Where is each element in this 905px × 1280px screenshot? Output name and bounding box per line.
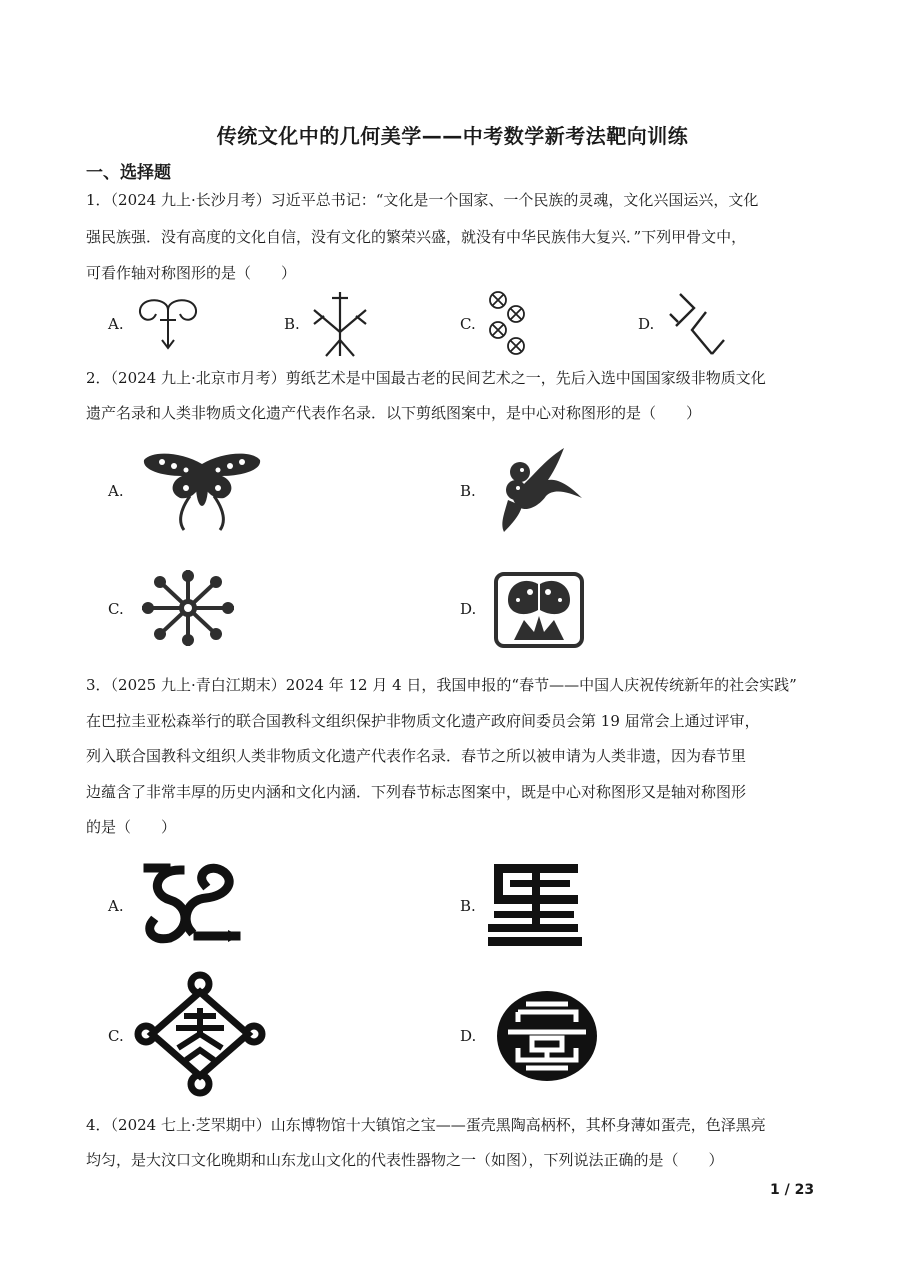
q2-option-d-label: D. <box>460 600 477 618</box>
oracle-glyph-b-icon <box>310 290 370 358</box>
q3-option-c-label: C. <box>108 1027 124 1045</box>
q3-line-4: 边蕴含了非常丰厚的历史内涵和文化内涵．下列春节标志图案中，既是中心对称图形又是轴对称图形 <box>86 783 747 801</box>
q4-line-2: 均匀，是大汶口文化晚期和山东龙山文化的代表性器物之一（如图），下列说法正确的是（ ） <box>86 1151 724 1169</box>
q1-line-1: 1．（2024 九上·长沙月考）习近平总书记：“文化是一个国家、一个民族的灵魂，文化兴国运兴，文化 <box>86 191 759 209</box>
butterfly-papercut-icon <box>142 450 262 532</box>
q1-option-d-label: D. <box>638 315 655 333</box>
q3-line-3: 列入联合国教科文组织人类非物质文化遗产代表作名录．春节之所以被申请为人类非遗，因为春节里 <box>86 747 747 765</box>
q1-option-b-label: B. <box>284 315 300 333</box>
spring-logo-b-icon <box>488 864 582 946</box>
oracle-glyph-a-icon <box>136 296 200 352</box>
q3-line-5: 的是（ ） <box>86 818 177 836</box>
section-heading: 一、选择题 <box>86 163 171 183</box>
q2-option-c-label: C. <box>108 600 124 618</box>
q1-option-c-label: C. <box>460 315 476 333</box>
page-title: 传统文化中的几何美学——中考数学新考法靶向训练 <box>216 124 689 148</box>
q2-option-a-label: A. <box>108 482 124 500</box>
page-number: 1 / 23 <box>770 1182 815 1198</box>
q2-line-2: 遗产名录和人类非物质文化遗产代表作名录．以下剪纸图案中，是中心对称图形的是（ ） <box>86 404 702 422</box>
snowflake-papercut-icon <box>138 566 238 650</box>
q4-line-1: 4．（2024 七上·芝罘期中）山东博物馆十大镇馆之宝——蛋壳黑陶高柄杯，其杯身薄如蛋壳，色泽黑亮 <box>86 1116 766 1134</box>
oracle-glyph-d-icon <box>668 292 726 356</box>
spring-logo-a-icon <box>140 860 244 946</box>
fish-papercut-icon <box>494 570 584 650</box>
spring-logo-c-icon <box>136 972 264 1096</box>
q3-option-a-label: A. <box>108 897 124 915</box>
swallows-papercut-icon <box>498 448 584 534</box>
q2-line-1: 2．（2024 九上·北京市月考）剪纸艺术是中国最古老的民间艺术之一，先后入选中国国家级非物质文化 <box>86 369 766 387</box>
q3-option-d-label: D. <box>460 1027 477 1045</box>
q1-line-2: 强民族强．没有高度的文化自信，没有文化的繁荣兴盛，就没有中华民族伟大复兴．”下列甲骨文中， <box>86 228 747 246</box>
q3-line-2: 在巴拉圭亚松森举行的联合国教科文组织保护非物质文化遗产政府间委员会第 19 届常会上通过评审， <box>86 712 760 730</box>
oracle-glyph-c-icon <box>486 290 530 358</box>
spring-logo-d-icon <box>496 990 598 1082</box>
q2-option-b-label: B. <box>460 482 476 500</box>
q3-line-1: 3．（2025 九上·青白江期末）2024 年 12 月 4 日，我国申报的“春节——中国人庆祝传统新年的社会实践” <box>86 676 797 694</box>
q1-option-a-label: A. <box>108 315 124 333</box>
q3-option-b-label: B. <box>460 897 476 915</box>
q1-line-3: 可看作轴对称图形的是（ ） <box>86 264 297 282</box>
